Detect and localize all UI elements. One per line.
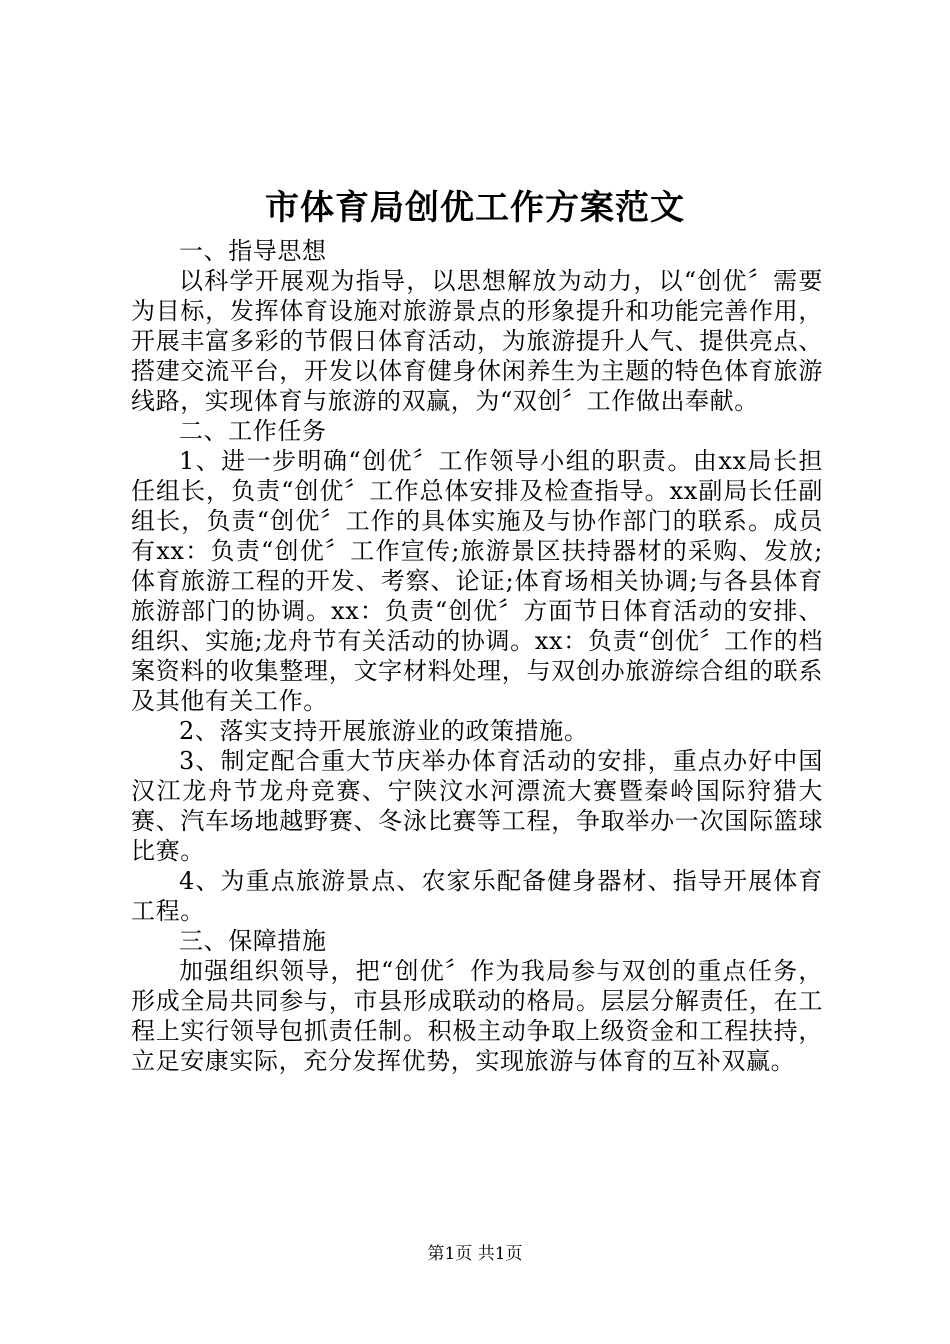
section-heading-safeguards: 三、保障措施 (179, 927, 327, 955)
document-body (131, 236, 823, 1076)
paragraph-guiding-ideology: 以科学开展观为指导，以思想解放为动力，以“创优〞需要为目标，发挥体育设施对旅游景点的形象提升和功能完善作用，开展丰富多彩的节假日体育活动，为旅游提升人气、提供亮点、搭建交流平台，开发以体育健身休闲养生为主题的特色体育旅游线路，实现体育与旅游的双赢，为“双创〞工作做出奉献。 (131, 267, 823, 415)
page-footer: 第1页 共1页 (427, 1244, 523, 1264)
paragraph-task-2: 2、落实支持开展旅游业的政策措施。 (179, 717, 589, 745)
paragraph-task-1: 1、进一步明确“创优〞工作领导小组的职责。由xx局长担任组长，负责“创优〞工作总体安排及检查指导。xx副局长任副组长，负责“创优〞工作的具体实施及与协作部门的联系。成员有xx：负责“创优〞工作宣传;旅游景区扶持器材的采购、发放;体育旅游工程的开发、考察、论证;体育场相关协调;与各县体育旅游部门的协调。xx：负责“创优〞方面节日体育活动的安排、组织、实施;龙舟节有关活动的协调。xx：负责“创优〞工作的档案资料的收集整理，文字材料处理，与双创办旅游综合组的联系及其他有关工作。 (131, 447, 823, 715)
paragraph-task-4: 4、为重点旅游景点、农家乐配备健身器材、指导开展体育工程。 (131, 867, 823, 925)
paragraph-task-3: 3、制定配合重大节庆举办体育活动的安排，重点办好中国汉江龙舟节龙舟竞赛、宁陕汶水河漂流大赛暨秦岭国际狩猎大赛、汽车场地越野赛、冬泳比赛等工程，争取举办一次国际篮球比赛。 (131, 747, 823, 865)
section-heading-work-tasks: 二、工作任务 (179, 417, 327, 445)
document-title: 市体育局创优工作方案范文 (265, 188, 685, 228)
section-heading-guiding-ideology: 一、指导思想 (179, 237, 327, 265)
paragraph-safeguards: 加强组织领导，把“创优〞作为我局参与双创的重点任务，形成全局共同参与，市县形成联动的格局。层层分解责任，在工程上实行领导包抓责任制。积极主动争取上级资金和工程扶持，立足安康实际，充分发挥优势，实现旅游与体育的互补双赢。 (131, 957, 823, 1075)
